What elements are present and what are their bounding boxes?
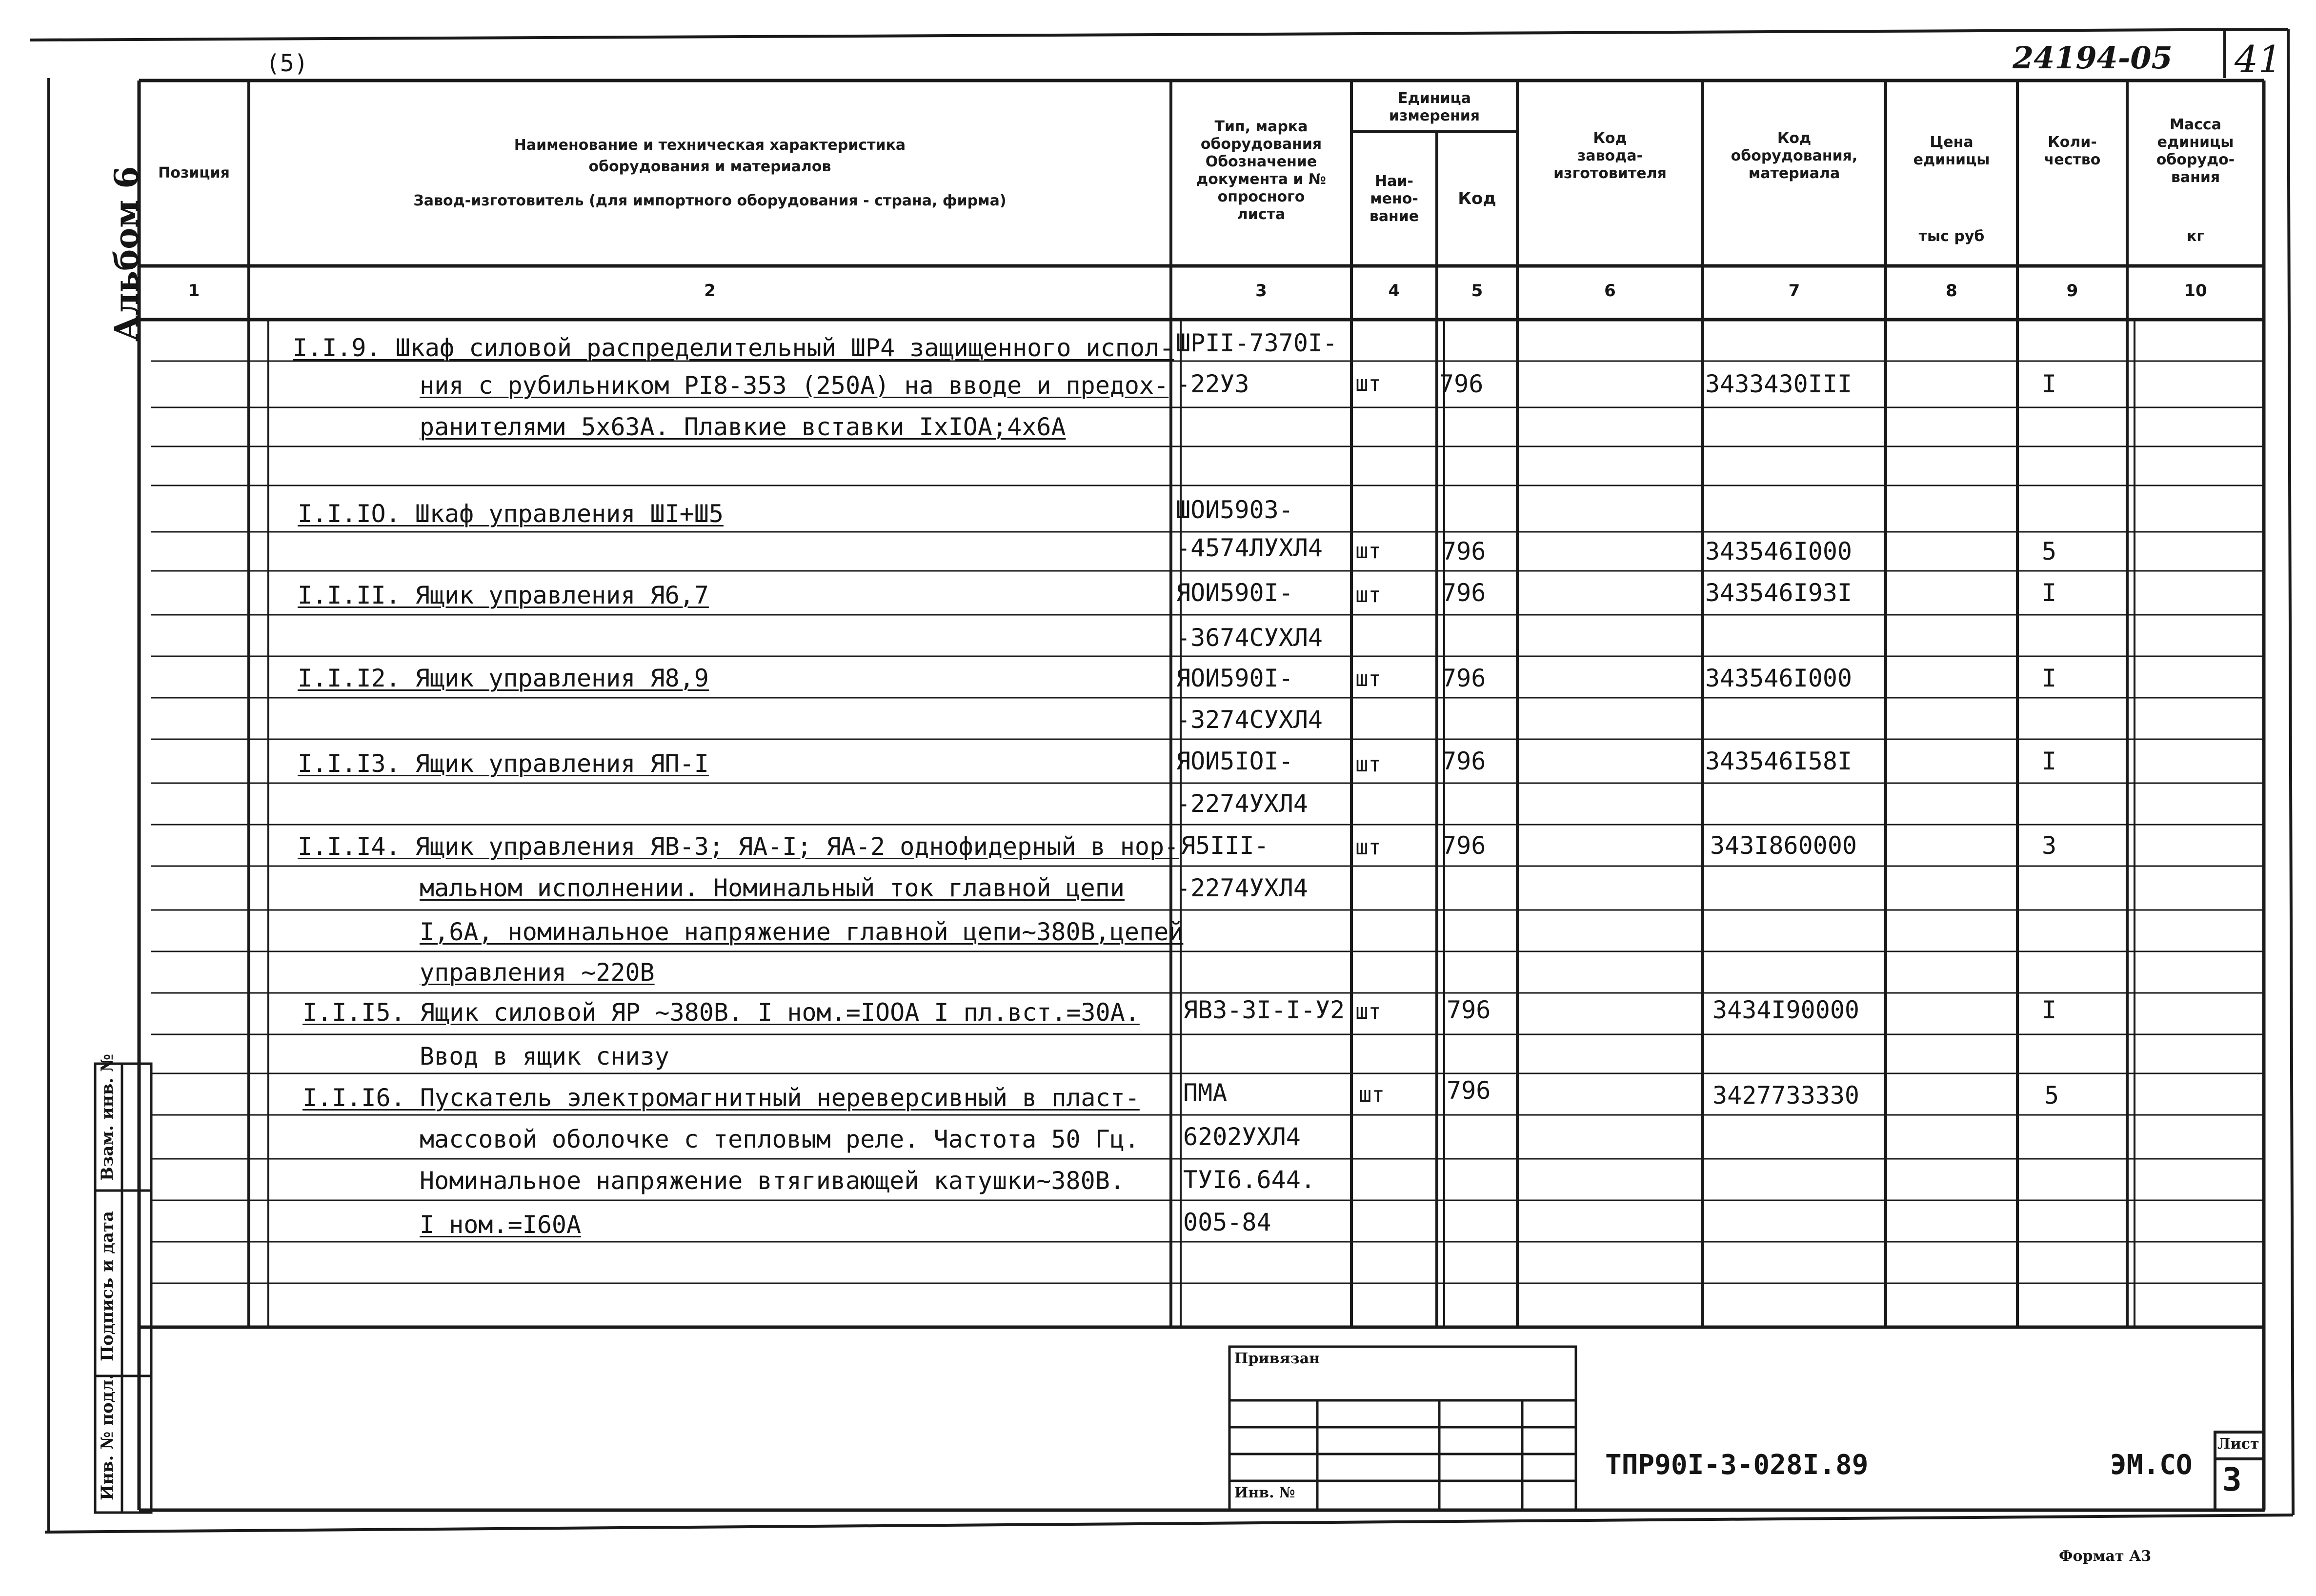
column-number: 7: [1788, 281, 1800, 301]
item-description-line: Номинальное напряжение втягивающей катушки~380В.: [420, 1167, 1125, 1195]
column-number: 1: [188, 281, 200, 301]
item-type-line: -3274СУХЛ4: [1176, 706, 1323, 734]
item-unit-code: 796: [1442, 537, 1486, 566]
item-type-line: 6202УХЛ4: [1183, 1123, 1301, 1151]
item-unit-code: 796: [1442, 579, 1486, 607]
header-mass-unit: кг: [2186, 228, 2205, 245]
item-description-line: ния с рубильником РI8-353 (250А) на вводе и предох-: [420, 371, 1169, 400]
header-unit-group: Единица измерения: [1389, 90, 1480, 124]
item-quantity: I: [2042, 996, 2057, 1024]
column-number: 4: [1388, 281, 1400, 301]
attached-label: Привязан: [1234, 1350, 1320, 1367]
item-description-line: I,6А, номинальное напряжение главной цепи~380В,цепей: [420, 918, 1184, 946]
header-equipment-code: Код оборудования, материала: [1731, 130, 1858, 182]
header-name-line2: оборудования и материалов: [588, 158, 831, 175]
item-type-line: -2274УХЛ4: [1176, 789, 1308, 818]
page-corner-number: 41: [2235, 38, 2282, 81]
item-equipment-code: 343546I000: [1705, 537, 1853, 566]
item-unit: шт: [1355, 539, 1381, 564]
item-quantity: 3: [2042, 831, 2057, 860]
header-type-mark: Тип, марка оборудования Обозначение документа и № опросного листа: [1196, 118, 1326, 223]
item-description-line: I.I.9. Шкаф силовой распределительный ШР4 защищенного испол-: [293, 334, 1174, 362]
item-type-line: Я5III-: [1181, 831, 1269, 860]
item-type-line: 005-84: [1183, 1208, 1271, 1236]
item-type-line: ЯОИ590I-: [1176, 664, 1293, 692]
item-equipment-code: 343546I58I: [1705, 747, 1853, 775]
item-unit: шт: [1355, 835, 1381, 860]
item-type-line: ЯВ3-3I-I-У2: [1183, 996, 1345, 1024]
item-equipment-code: 3427733330: [1712, 1081, 1860, 1110]
item-quantity: I: [2042, 664, 2057, 692]
item-description-line: Ввод в ящик снизу: [420, 1042, 669, 1071]
top-left-mark: (5): [266, 50, 308, 77]
item-unit-code: 796: [1442, 664, 1486, 692]
header-price-unit: тыс руб: [1918, 228, 1985, 245]
sheet-number: 3: [2222, 1461, 2242, 1498]
item-unit: шт: [1355, 999, 1381, 1024]
side-stamp-inv-label: Инв. № подл.: [98, 1374, 117, 1500]
item-description-line: I.I.II. Ящик управления Я6,7: [298, 581, 709, 609]
format-label: Формат А3: [2059, 1548, 2152, 1565]
header-position: Позиция: [158, 164, 230, 182]
item-type-line: -2274УХЛ4: [1176, 874, 1308, 902]
item-description-line: I ном.=I60А: [420, 1211, 582, 1239]
item-quantity: I: [2042, 370, 2057, 398]
item-description-line: мальном исполнении. Номинальный ток главной цепи: [420, 874, 1125, 902]
item-description-line: I.I.I2. Ящик управления Я8,9: [298, 664, 709, 692]
header-unit-name: Наи- мено- вание: [1369, 172, 1419, 225]
column-number: 10: [2184, 281, 2207, 301]
header-name: [251, 124, 1168, 222]
inv-number-label: Инв. №: [1234, 1484, 1295, 1501]
item-type-line: -22У3: [1176, 370, 1249, 398]
side-stamp-replace-label: Взам. инв. №: [98, 1053, 117, 1181]
item-description-line: I.I.I3. Ящик управления ЯП-I: [298, 749, 709, 778]
column-number: 8: [1946, 281, 1957, 301]
item-description-line: I.I.I6. Пускатель электромагнитный нереверсивный в пласт-: [302, 1084, 1140, 1112]
section-code: ЭМ.СО: [2110, 1449, 2193, 1481]
item-unit-code: 796: [1442, 747, 1486, 775]
header-quantity: Коли- чество: [2044, 134, 2101, 168]
item-type-line: ШРII-7370I-: [1176, 329, 1338, 357]
item-type-line: ПМА: [1183, 1079, 1228, 1107]
item-description-line: управления ~220В: [420, 958, 655, 987]
item-unit: шт: [1355, 752, 1381, 777]
item-type-line: -3674СУХЛ4: [1176, 624, 1323, 652]
header-price: Цена единицы: [1913, 134, 1990, 168]
item-type-line: -4574ЛУХЛ4: [1176, 534, 1323, 562]
item-quantity: I: [2042, 579, 2057, 607]
header-maker-code: Код завода- изготовителя: [1553, 130, 1667, 182]
item-equipment-code: 3433430III: [1705, 370, 1853, 398]
item-type-line: ТУI6.644.: [1183, 1166, 1315, 1194]
column-number: 9: [2066, 281, 2078, 301]
item-unit: шт: [1355, 583, 1381, 607]
item-unit-code: 796: [1447, 1076, 1491, 1105]
item-quantity: 5: [2042, 537, 2057, 566]
header-name-line3: Завод-изготовитель (для импортного оборудования - страна, фирма): [413, 192, 1007, 209]
sheet-label: Лист: [2217, 1435, 2259, 1453]
header-mass: Масса единицы оборудо- вания: [2156, 116, 2235, 186]
column-number: 6: [1604, 281, 1616, 301]
item-equipment-code: 343I860000: [1710, 831, 1857, 860]
item-unit-code: 796: [1447, 996, 1491, 1024]
document-code: ТПР90I-3-028I.89: [1605, 1449, 1869, 1481]
item-type-line: ШОИ5903-: [1176, 496, 1293, 524]
item-unit: шт: [1359, 1082, 1385, 1107]
item-description-line: I.I.I5. Ящик силовой ЯР ~380В. I ном.=IOOА I пл.вст.=30А.: [302, 998, 1140, 1027]
header-name-line1: Наименование и техническая характеристика: [514, 137, 906, 154]
item-equipment-code: 343546I93I: [1705, 579, 1853, 607]
item-type-line: ЯОИ5IOI-: [1176, 747, 1293, 775]
item-unit-code: 796: [1442, 831, 1486, 860]
header-unit-code: Код: [1458, 189, 1496, 209]
item-quantity: 5: [2044, 1081, 2059, 1110]
item-description-line: ранителями 5х63А. Плавкие вставки IхIOA;4х6А: [420, 413, 1066, 441]
inventory-number: 24194-05: [2013, 40, 2173, 76]
album-label: Альбом 6: [107, 166, 145, 342]
item-unit: шт: [1355, 667, 1381, 691]
item-equipment-code: 343546I000: [1705, 664, 1853, 692]
column-number: 2: [704, 281, 716, 301]
item-type-line: ЯОИ590I-: [1176, 579, 1293, 607]
column-number: 5: [1471, 281, 1483, 301]
item-unit: шт: [1355, 371, 1381, 396]
item-description-line: массовой оболочке с тепловым реле. Частота 50 Гц.: [420, 1125, 1140, 1153]
item-description-line: I.I.I4. Ящик управления ЯВ-3; ЯА-I; ЯА-2 однофидерный в нор-: [298, 832, 1179, 861]
item-equipment-code: 3434I90000: [1712, 996, 1860, 1024]
column-number: 3: [1255, 281, 1267, 301]
item-description-line: I.I.IO. Шкаф управления ШI+Ш5: [298, 500, 724, 528]
item-unit-code: 796: [1439, 370, 1484, 398]
side-stamp-signature-label: Подпись и дата: [98, 1211, 117, 1361]
item-quantity: I: [2042, 747, 2057, 775]
